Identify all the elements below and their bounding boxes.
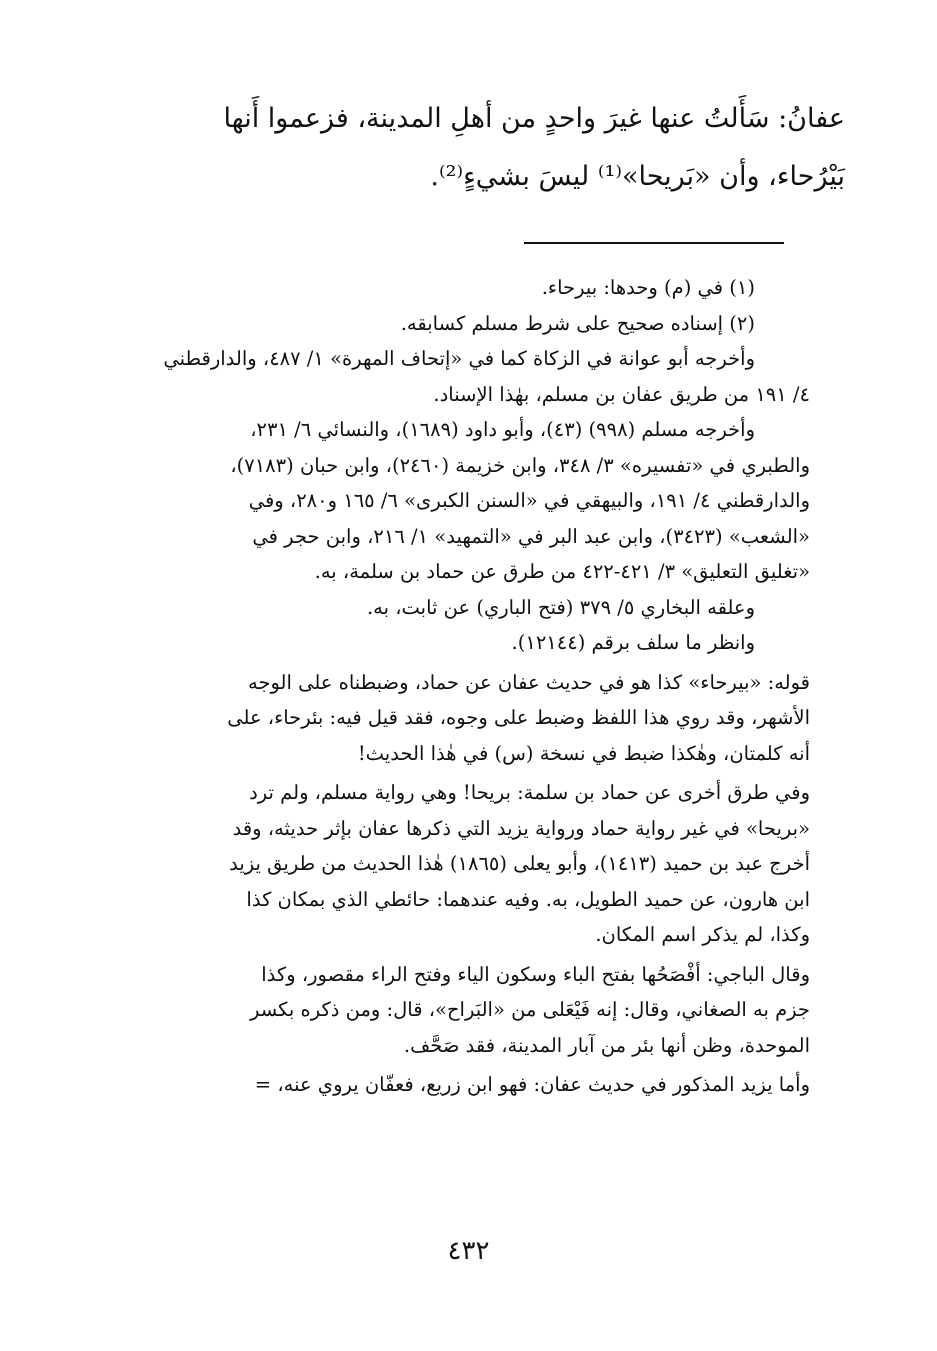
footnote-line: وأما يزيد المذكور في حديث عفان: فهو ابن زريع، فعفّان يروي عنه، = [254, 1073, 810, 1096]
footnote-line: وفي طرق أخرى عن حماد بن سلمة: بريحا! وهي رواية مسلم، ولم ترد [249, 781, 810, 804]
footnote-line: ٤/ ١٩١ من طريق عفان بن مسلم، بهٰذا الإسناد. [433, 382, 810, 406]
footnote-line: «الشعب» (٣٤٢٣)، وابن عبد البر في «التمهيد» ١/ ٢١٦، وابن حجر في [252, 524, 810, 548]
footnote-line: وعلقه البخاري ٥/ ٣٧٩ (فتح الباري) عن ثابت، به. [366, 595, 755, 619]
footnote-line: «تغليق التعليق» ٣/ ٤٢١-٤٢٢ من طرق عن حماد بن سلمة، به. [314, 560, 810, 583]
footnote-line: الأشهر، وقد روي هذا اللفظ وضبط على وجوه، فقد قيل فيه: بئرحاء، على [227, 706, 810, 729]
footnote-line: قوله: «بيرحاء» كذا هو في حديث عفان عن حماد، وضبطناه على الوجه [247, 670, 810, 694]
main-text [90, 90, 845, 206]
footnote-line: (١) في (م) وحدها: بيرحاء. [541, 276, 755, 299]
footnote-line: أنه كلمتان، وهٰكذا ضبط في نسخة (س) في هٰذا الحديث! [357, 741, 810, 765]
footnote-line: وقال الباجي: أفْصَحُها بفتح الباء وسكون الياء وفتح الراء مقصور، وكذا [261, 962, 810, 986]
footnote-line: أخرج عبد بن حميد (١٤١٣)، وأبو يعلى (١٨٦٥) هٰذا الحديث من طريق يزيد [229, 852, 810, 875]
footnote-line: «بريحا» في غير رواية حماد ورواية يزيد التي ذكرها عفان بإثر حديثه، وقد [232, 816, 810, 840]
footnote-line: والدارقطني ٤/ ١٩١، والبيهقي في «السنن الكبرى» ٦/ ١٦٥ و٢٨٠، وفي [248, 489, 810, 512]
page-number: ٤٣٢ [447, 1236, 490, 1266]
footnote-line: ابن هارون، عن حميد الطويل، به. وفيه عندهما: حائطي الذي بمكان كذا [246, 887, 810, 911]
footnotes [80, 270, 810, 1103]
footnote-line: والطبري في «تفسيره» ٣/ ٣٤٨، وابن خزيمة (٢٤٦٠)، وابن حبان (٧١٨٣)، [230, 453, 810, 477]
footnote-line: الموحدة، وظن أنها بئر من آبار المدينة، فقد صَحَّف. [403, 1033, 810, 1057]
footnote-line: وأخرجه أبو عوانة في الزكاة كما في «إتحاف المهرة» ١/ ٤٨٧، والدارقطني [163, 347, 755, 370]
main-text-line: بَيْرُحاء، وأن «بَريحا»⁽¹⁾ ليسَ بشيءٍ⁽²⁾. [430, 161, 845, 192]
footnote-line: (٢) إسناده صحيح على شرط مسلم كسابقه. [400, 311, 755, 335]
footnote-line: وكذا، لم يذكر اسم المكان. [595, 923, 810, 946]
main-text-line: عفانُ: سَأَلتُ عنها غيرَ واحدٍ من أهلِ المدينة، فزعموا أَنها [223, 103, 845, 134]
footnote-line: وانظر ما سلف برقم (١٢١٤٤). [511, 631, 755, 654]
footnote-separator [524, 242, 784, 244]
footnote-line: وأخرجه مسلم (٩٩٨) (٤٣)، وأبو داود (١٦٨٩)، والنسائي ٦/ ٢٣١، [250, 418, 755, 441]
footnote-line: جزم به الصغاني، وقال: إنه فَيْعَلى من «البَراح»، قال: ومن ذكره بكسر [249, 998, 810, 1021]
